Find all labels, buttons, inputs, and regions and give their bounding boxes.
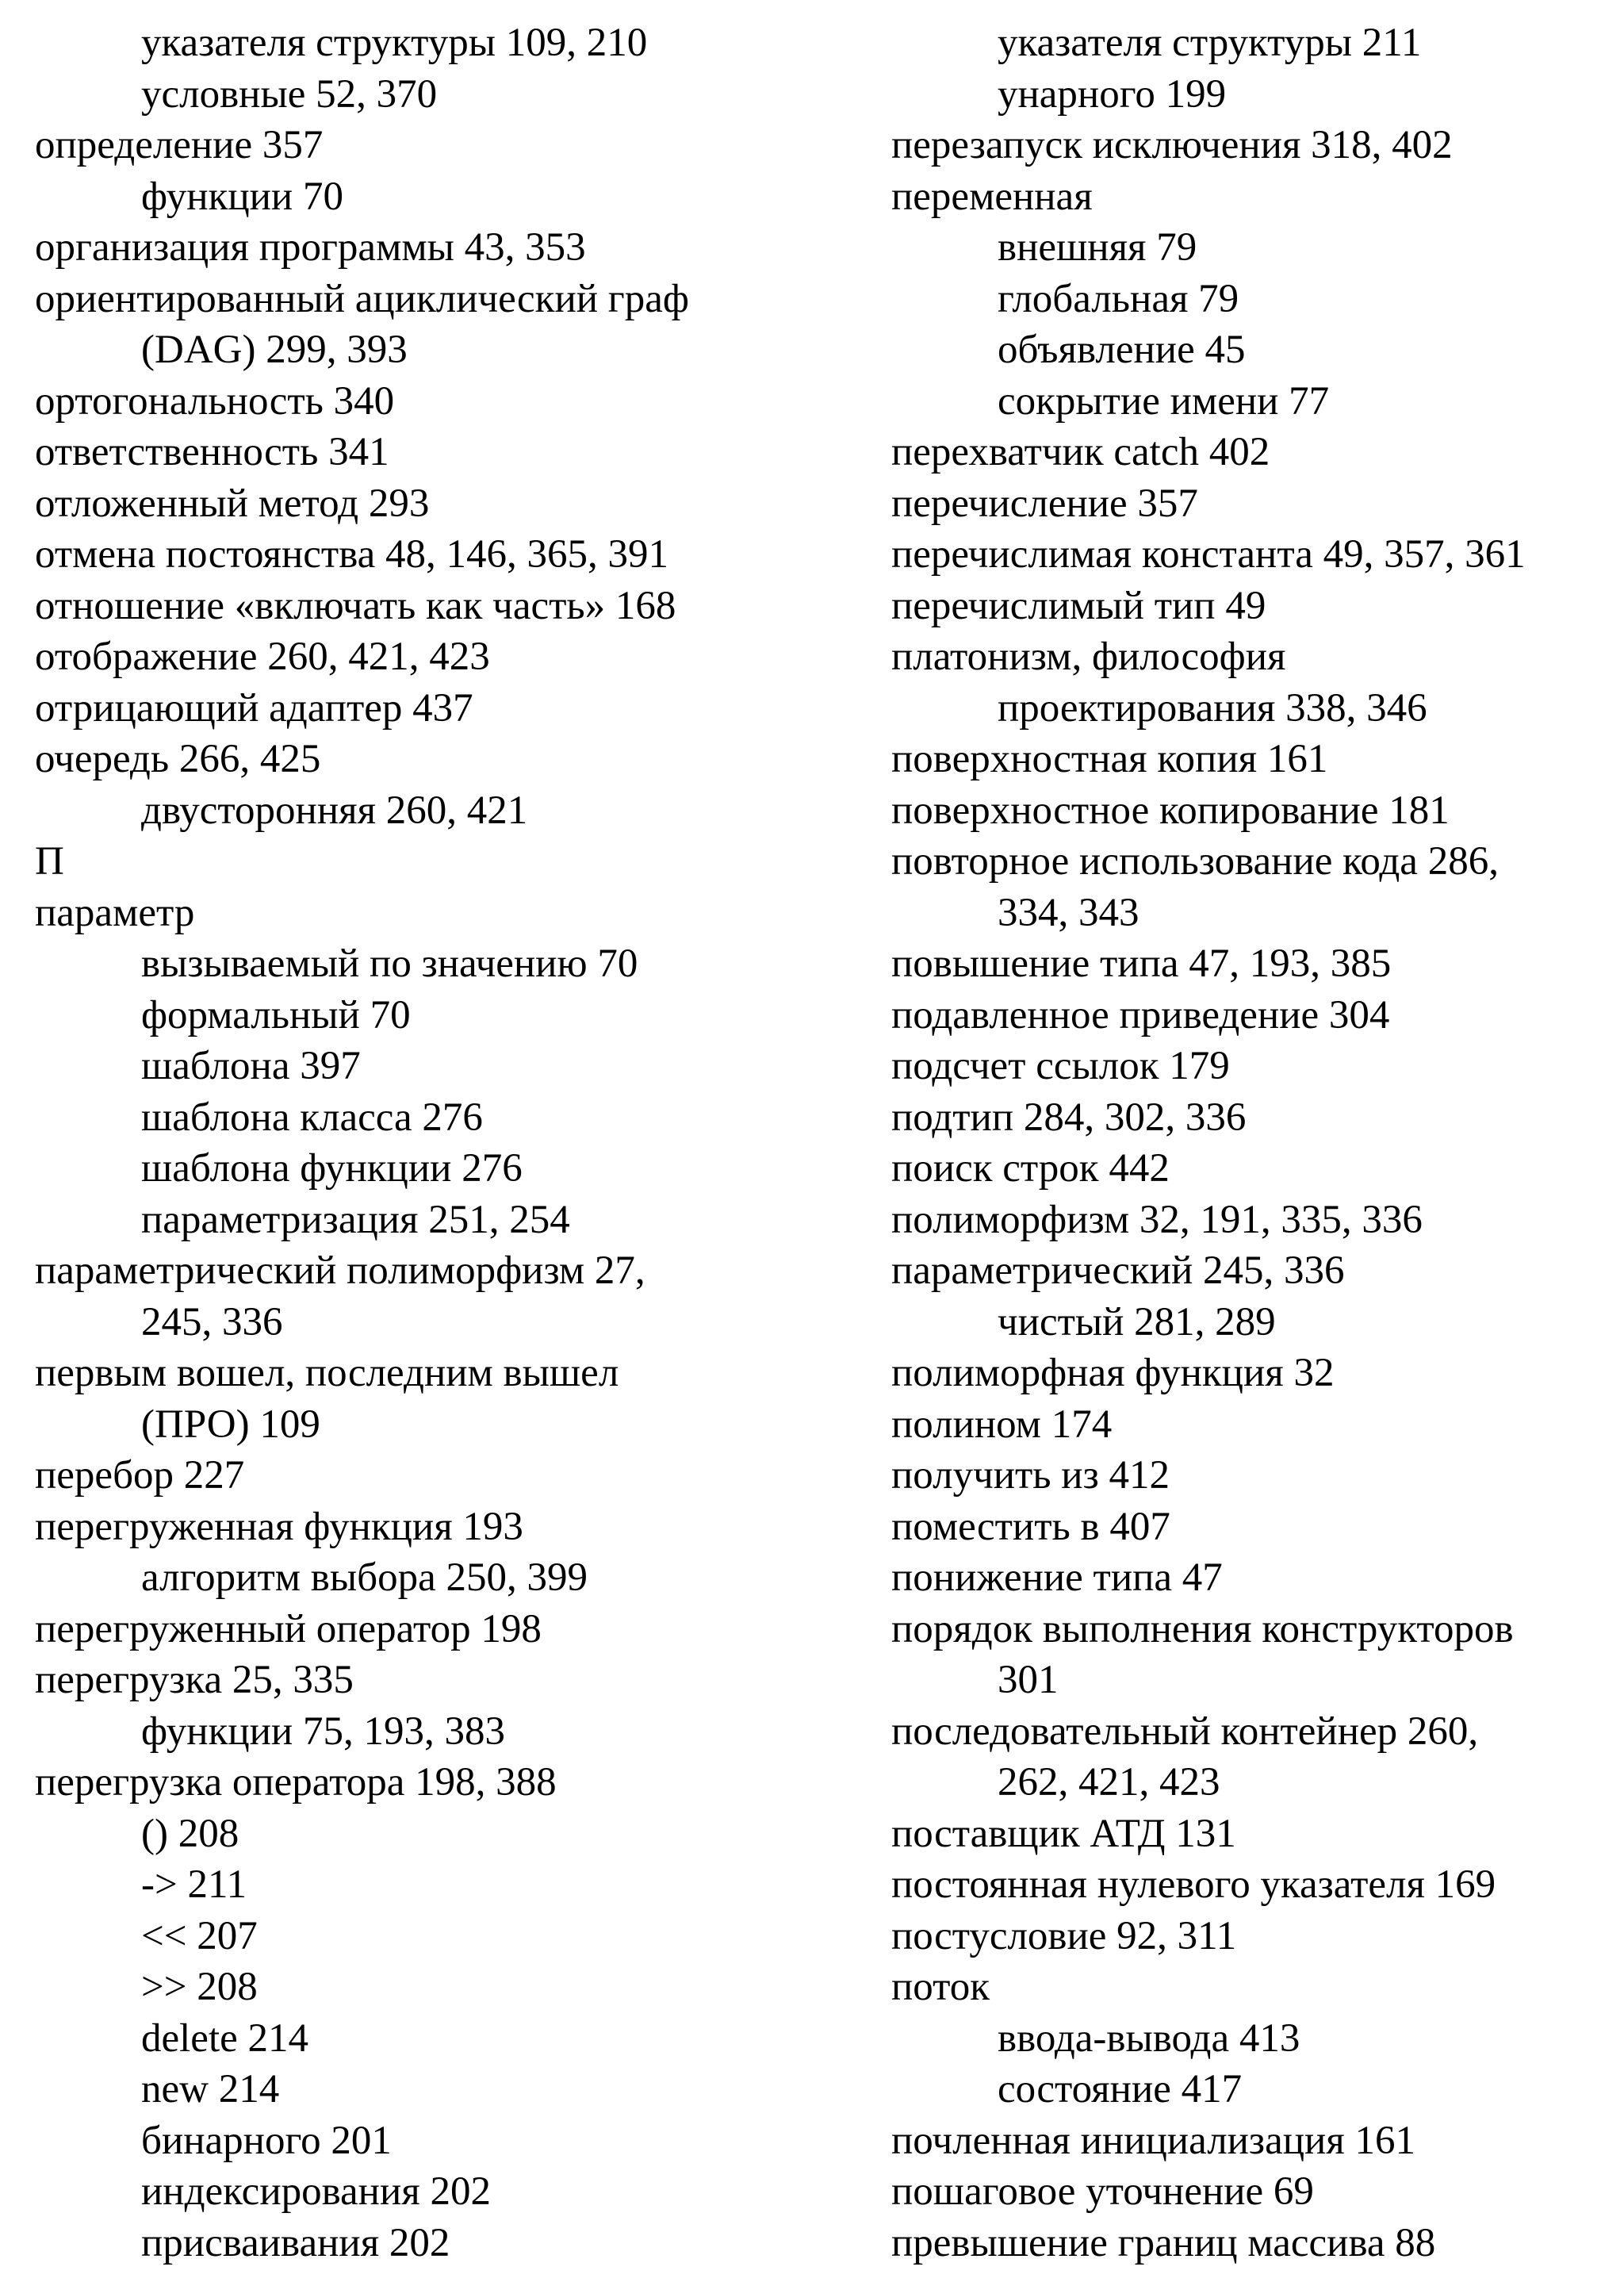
index-entry: последовательный контейнер 260, [891, 1709, 1479, 1754]
index-subentry: сокрытие имени 77 [998, 378, 1330, 424]
index-entry: отмена постоянства 48, 146, 365, 391 [35, 532, 669, 577]
index-subentry: глобальная 79 [998, 276, 1239, 321]
index-subentry: унарного 199 [998, 71, 1227, 117]
index-entry: поиск строк 442 [891, 1146, 1170, 1191]
index-subentry: -> 211 [141, 1862, 247, 1907]
index-entry: определение 357 [35, 123, 324, 167]
index-subentry: >> 208 [141, 1965, 258, 2009]
index-entry: подавленное приведение 304 [891, 992, 1390, 1037]
index-entry: перечислимая константа 49, 357, 361 [891, 532, 1526, 577]
index-entry: повышение типа 47, 193, 385 [891, 942, 1392, 986]
index-entry: порядок выполнения конструкторов [891, 1606, 1514, 1651]
index-entry: постоянная нулевого указателя 169 [891, 1862, 1496, 1907]
index-entry: поместить в 407 [891, 1504, 1170, 1549]
index-entry: поток [891, 1965, 990, 2009]
index-subentry: delete 214 [141, 2015, 308, 2061]
index-entry: повторное использование кода 286, [891, 839, 1499, 884]
index-column-right [891, 17, 1624, 2269]
index-subentry: new 214 [141, 2067, 280, 2111]
index-subentry: объявление 45 [998, 328, 1246, 372]
index-subentry: индексирования 202 [141, 2169, 491, 2214]
index-subentry: << 207 [141, 1913, 258, 1958]
index-entry: перебор 227 [35, 1453, 245, 1498]
index-subentry: чистый 281, 289 [998, 1299, 1276, 1344]
index-subentry: формальный 70 [141, 992, 411, 1037]
index-entry: перегрузка 25, 335 [35, 1658, 354, 1702]
index-subentry: (ПРО) 109 [141, 1402, 320, 1447]
index-subentry: () 208 [141, 1811, 239, 1856]
index-subentry: (DAG) 299, 393 [141, 328, 408, 372]
index-entry: параметрический 245, 336 [891, 1248, 1345, 1293]
index-entry: поверхностная копия 161 [891, 737, 1328, 781]
index-subentry: присваивания 202 [141, 2220, 450, 2265]
index-entry: отрицающий адаптер 437 [35, 685, 473, 731]
index-entry: подтип 284, 302, 336 [891, 1095, 1247, 1140]
index-subentry: шаблона функции 276 [141, 1146, 523, 1191]
index-entry: поверхностное копирование 181 [891, 788, 1450, 833]
index-entry: полином 174 [891, 1402, 1113, 1447]
index-entry: первым вошел, последним вышел [35, 1351, 619, 1395]
index-subentry: внешняя 79 [998, 225, 1197, 270]
index-entry: ориентированный ациклический граф [35, 276, 689, 321]
index-subentry: параметризация 251, 254 [141, 1197, 570, 1242]
index-subentry: шаблона класса 276 [141, 1095, 483, 1140]
index-subentry: шаблона 397 [141, 1044, 361, 1088]
index-subentry: 301 [998, 1658, 1059, 1702]
index-subentry: состояние 417 [998, 2067, 1243, 2111]
index-entry: перезапуск исключения 318, 402 [891, 123, 1453, 167]
index-subentry: 245, 336 [141, 1299, 283, 1344]
index-entry: отложенный метод 293 [35, 481, 430, 526]
index-entry: почленная инициализация 161 [891, 2118, 1416, 2163]
index-subentry: ввода-вывода 413 [998, 2015, 1300, 2061]
index-subentry: указателя структуры 211 [998, 21, 1422, 65]
index-subentry: вызываемый по значению 70 [141, 942, 638, 986]
index-entry: ортогональность 340 [35, 378, 395, 424]
index-subentry: алгоритм выбора 250, 399 [141, 1555, 588, 1600]
index-entry: полиморфная функция 32 [891, 1351, 1335, 1395]
index-entry: поставщик АТД 131 [891, 1811, 1236, 1856]
index-entry: перехватчик catch 402 [891, 430, 1270, 474]
index-subentry: 262, 421, 423 [998, 1760, 1220, 1805]
index-entry: П [35, 839, 64, 884]
index-entry: постусловие 92, 311 [891, 1913, 1237, 1958]
index-subentry: функции 70 [141, 174, 343, 219]
index-entry: перегрузка оператора 198, 388 [35, 1760, 557, 1805]
index-subentry: условные 52, 370 [141, 71, 438, 117]
index-subentry: 334, 343 [998, 890, 1139, 935]
index-entry: платонизм, философия [891, 635, 1286, 679]
index-entry: превышение границ массива 88 [891, 2220, 1436, 2265]
index-entry: параметр [35, 890, 195, 935]
index-entry: отношение «включать как часть» 168 [35, 583, 676, 628]
index-entry: понижение типа 47 [891, 1555, 1223, 1600]
index-entry: перечисление 357 [891, 481, 1198, 526]
index-subentry: двусторонняя 260, 421 [141, 788, 528, 833]
index-column-left [35, 17, 836, 2269]
index-entry: перегруженный оператор 198 [35, 1606, 542, 1651]
index-entry: отображение 260, 421, 423 [35, 635, 490, 679]
index-entry: пошаговое уточнение 69 [891, 2169, 1314, 2214]
index-entry: получить из 412 [891, 1453, 1170, 1498]
index-entry: переменная [891, 174, 1093, 219]
index-subentry: функции 75, 193, 383 [141, 1709, 505, 1754]
index-entry: ответственность 341 [35, 430, 389, 474]
index-entry: перечислимый тип 49 [891, 583, 1266, 628]
index-subentry: проектирования 338, 346 [998, 685, 1427, 731]
index-entry: организация программы 43, 353 [35, 225, 586, 270]
index-subentry: указателя структуры 109, 210 [141, 21, 648, 65]
index-entry: подсчет ссылок 179 [891, 1044, 1230, 1088]
index-entry: параметрический полиморфизм 27, [35, 1248, 645, 1293]
index-subentry: бинарного 201 [141, 2118, 392, 2163]
index-entry: полиморфизм 32, 191, 335, 336 [891, 1197, 1423, 1242]
index-entry: перегруженная функция 193 [35, 1504, 523, 1549]
index-entry: очередь 266, 425 [35, 737, 321, 781]
